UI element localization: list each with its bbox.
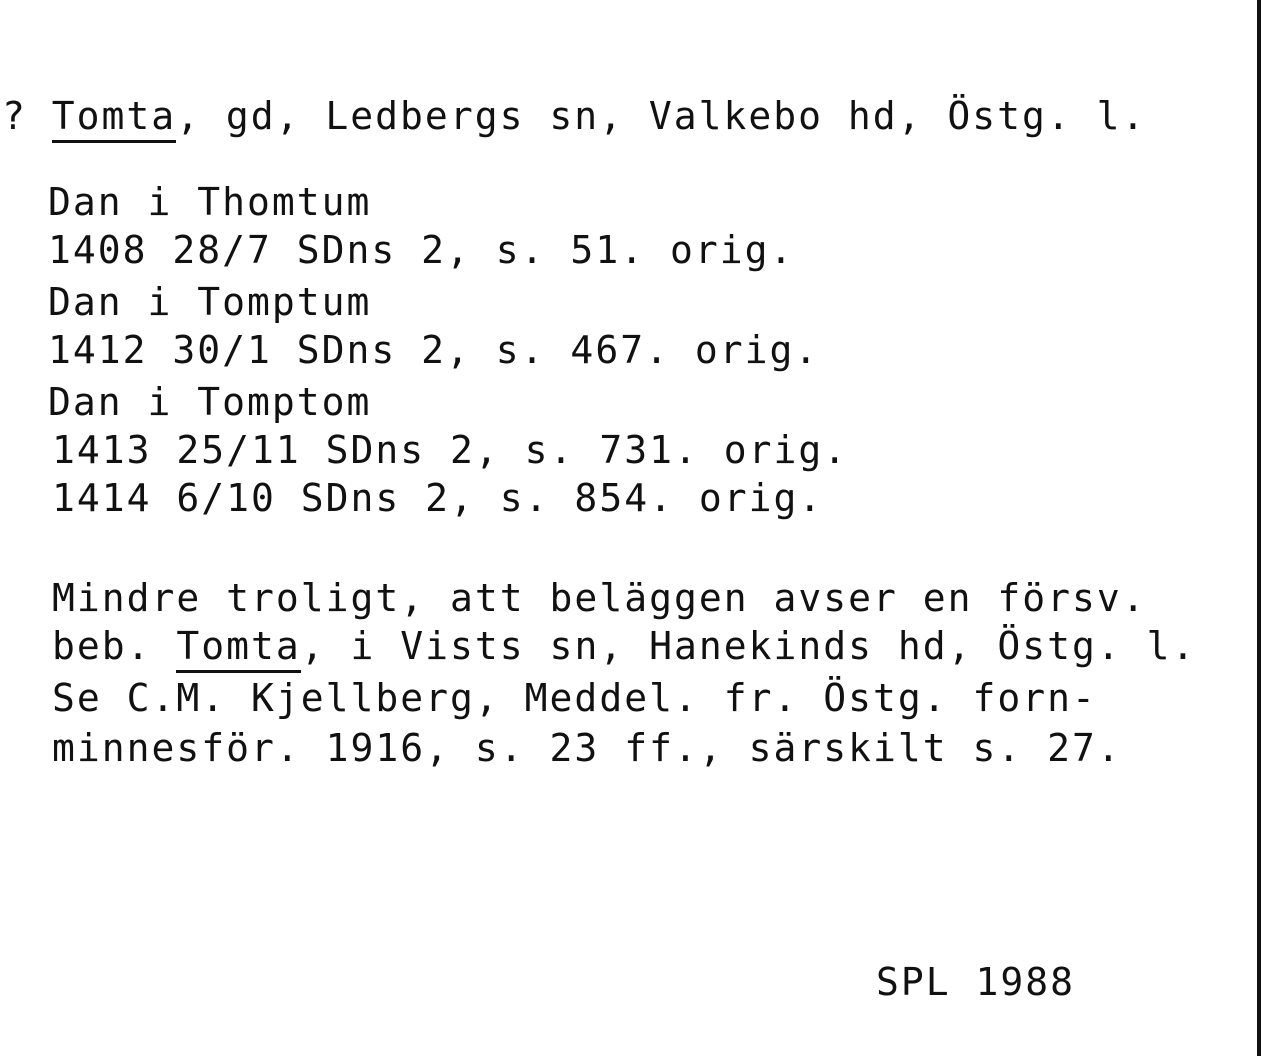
place-heading (2, 94, 1146, 138)
signature: SPL 1988 (876, 960, 1076, 1004)
attested-form-2: Dan i Tomptum (48, 280, 372, 324)
card-edge-line (1257, 0, 1261, 1056)
note-line-2 (52, 624, 1196, 668)
source-ref-1: 1408 28/7 SDns 2, s. 51. orig. (48, 228, 795, 272)
note-place-name: Tomta (176, 624, 300, 673)
place-name: Tomta (52, 94, 176, 143)
attested-form-3: Dan i Tomptom (48, 380, 372, 424)
source-ref-2: 1412 30/1 SDns 2, s. 467. orig. (48, 328, 820, 372)
note-line-2-prefix: beb. (52, 624, 177, 668)
note-line-1: Mindre troligt, att beläggen avser en försv. (52, 576, 1147, 620)
note-line-4: minnesför. 1916, s. 23 ff., särskilt s. 27. (52, 726, 1122, 770)
attested-form-1: Dan i Thomtum (48, 180, 372, 224)
source-ref-3: 1413 25/11 SDns 2, s. 731. orig. (52, 428, 849, 472)
note-line-2-rest: , i Vists sn, Hanekinds hd, Östg. l. (300, 624, 1197, 668)
source-ref-4: 1414 6/10 SDns 2, s. 854. orig. (52, 476, 824, 520)
uncertainty-mark: ? (2, 94, 52, 138)
place-location: , gd, Ledbergs sn, Valkebo hd, Östg. l. (176, 94, 1147, 138)
note-line-3: Se C.M. Kjellberg, Meddel. fr. Östg. forn- (52, 676, 1097, 720)
